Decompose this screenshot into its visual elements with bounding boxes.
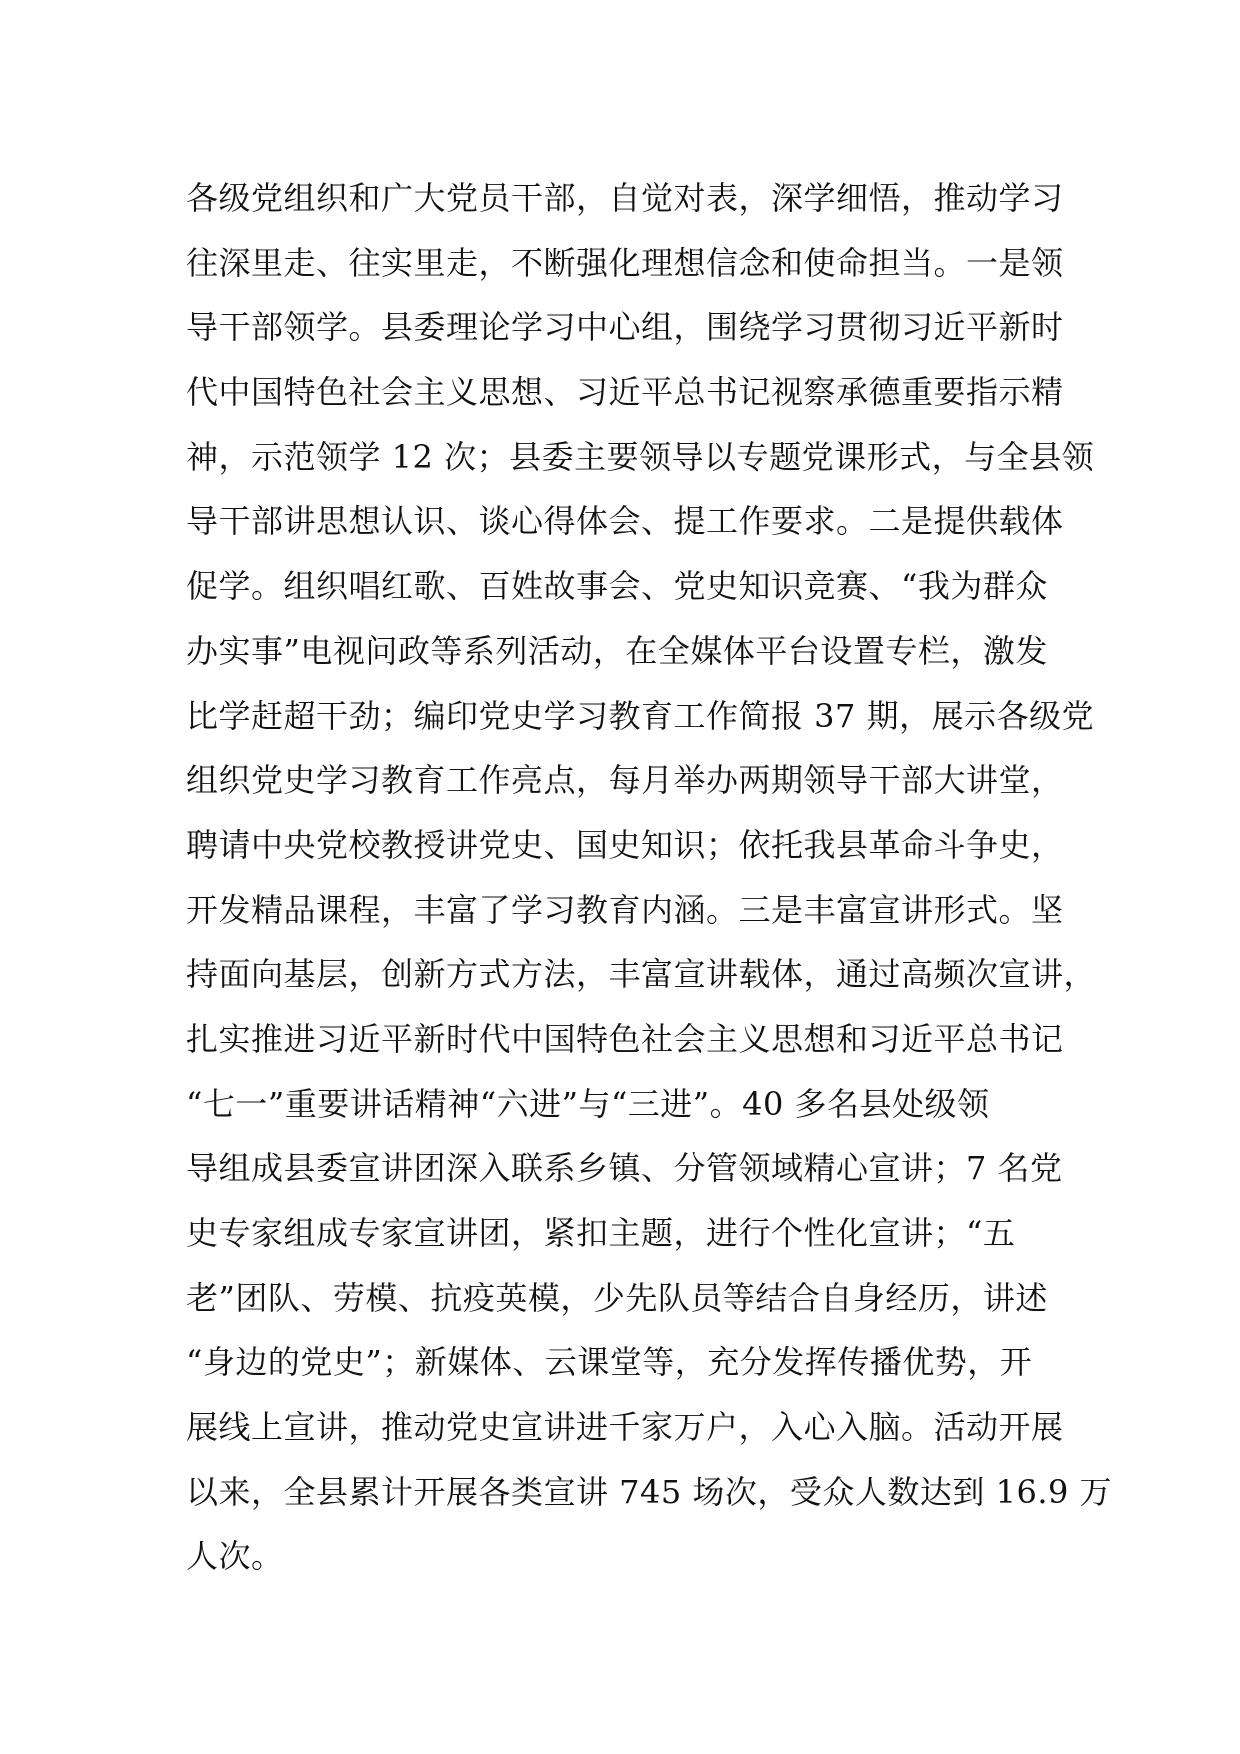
text-line: 往深里走、往实里走，不断强化理想信念和使命担当。一是领 <box>186 243 1064 282</box>
text-line: 展线上宣讲，推动党史宣讲进千家万户，入心入脑。活动开展 <box>186 1408 1064 1447</box>
text-line: 人次。 <box>186 1537 284 1576</box>
text-line: 各级党组织和广大党员干部，自觉对表，深学细悟，推动学习 <box>186 179 1064 217</box>
text-line: 老”团队、劳模、抗疫英模，少先队员等结合自身经历，讲述 <box>186 1278 1048 1317</box>
text-line: 代中国特色社会主义思想、习近平总书记视察承德重要指示精 <box>186 373 1064 412</box>
body-paragraph <box>186 166 1113 1589</box>
text-line: 导干部领学。县委理论学习中心组，围绕学习贯彻习近平新时 <box>186 308 1064 347</box>
text-line: 开发精品课程，丰富了学习教育内涵。三是丰富宣讲形式。坚 <box>186 890 1064 929</box>
text-line: 聘请中央党校教授讲党史、国史知识；依托我县革命斗争史， <box>186 825 1064 864</box>
text-line: 神，示范领学 12 次；县委主要领导以专题党课形式，与全县领 <box>186 437 1095 476</box>
text-line: 比学赶超干劲；编印党史学习教育工作简报 37 期，展示各级党 <box>186 696 1095 735</box>
text-line: 导干部讲思想认识、谈心得体会、提工作要求。二是提供载体 <box>186 502 1064 541</box>
text-line: 导组成县委宣讲团深入联系乡镇、分管领域精心宣讲；7 名党 <box>186 1149 1063 1188</box>
text-line: 促学。组织唱红歌、百姓故事会、党史知识竞赛、“我为群众 <box>186 567 1048 606</box>
text-line: 组织党史学习教育工作亮点，每月举办两期领导干部大讲堂， <box>186 761 1064 800</box>
text-line: “七一”重要讲话精神“六进”与“三进”。40 多名县处级领 <box>186 1084 990 1123</box>
text-line: “身边的党史”；新媒体、云课堂等，充分发挥传播优势，开 <box>186 1343 1033 1382</box>
text-line: 办实事”电视问政等系列活动，在全媒体平台设置专栏，激发 <box>186 631 1048 670</box>
text-line: 扎实推进习近平新时代中国特色社会主义思想和习近平总书记 <box>186 1019 1064 1058</box>
text-line: 以来，全县累计开展各类宣讲 745 场次，受众人数达到 16.9 万 <box>186 1472 1113 1511</box>
text-line: 史专家组成专家宣讲团，紧扣主题，进行个性化宣讲；“五 <box>186 1214 1016 1252</box>
text-line: 持面向基层，创新方式方法，丰富宣讲载体，通过高频次宣讲， <box>186 955 1097 994</box>
